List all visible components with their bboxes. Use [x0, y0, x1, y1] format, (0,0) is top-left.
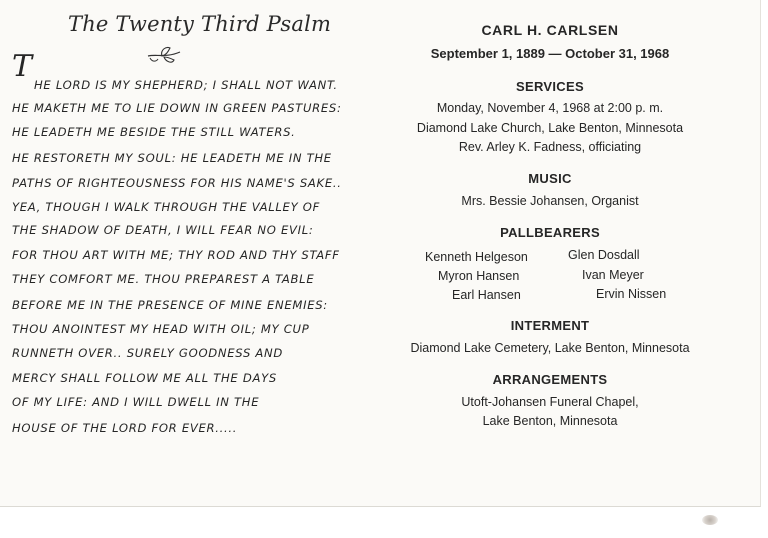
- psalm-drop-cap: T: [12, 49, 33, 84]
- pallbearer-name: Ervin Nissen: [596, 287, 667, 301]
- psalm-line: HOUSE OF THE LORD FOR EVER.....: [12, 421, 238, 435]
- psalm-line: THE SHADOW OF DEATH, I WILL FEAR NO EVIL:: [12, 223, 314, 237]
- life-dates: September 1, 1889 — October 31, 1968: [430, 46, 670, 61]
- psalm-line: HE LORD IS MY SHEPHERD; I SHALL NOT WANT.: [34, 78, 338, 92]
- interment-heading: INTERMENT: [510, 318, 590, 333]
- pallbearers-heading: PALLBEARERS: [500, 225, 600, 240]
- psalm-line: THEY COMFORT ME. THOU PREPAREST A TABLE: [12, 272, 315, 286]
- psalm-line: MERCY SHALL FOLLOW ME ALL THE DAYS: [12, 371, 277, 385]
- pallbearer-name: Earl Hansen: [452, 288, 521, 302]
- psalm-line: HE RESTORETH MY SOUL: HE LEADETH ME IN THE: [12, 151, 332, 165]
- psalm-line: PATHS OF RIGHTEOUSNESS FOR HIS NAME'S SAKE..: [12, 176, 342, 190]
- pallbearer-name: Glen Dosdall: [568, 248, 640, 262]
- services-officiant: Rev. Arley K. Fadness, officiating: [458, 140, 642, 154]
- arrangements-heading: ARRANGEMENTS: [492, 372, 608, 387]
- psalm-line: RUNNETH OVER.. SURELY GOODNESS AND: [12, 346, 284, 360]
- arrangements-chapel: Utoft-Johansen Funeral Chapel,: [461, 395, 639, 409]
- services-date-time: Monday, November 4, 1968 at 2:00 p. m.: [436, 101, 664, 115]
- services-heading: SERVICES: [516, 79, 584, 94]
- interment-location: Diamond Lake Cemetery, Lake Benton, Minnesota: [410, 341, 690, 355]
- services-location: Diamond Lake Church, Lake Benton, Minnesota: [416, 121, 684, 135]
- psalm-line: YEA, THOUGH I WALK THROUGH THE VALLEY OF: [12, 200, 320, 214]
- arrangements-city: Lake Benton, Minnesota: [482, 414, 618, 428]
- psalm-title: The Twenty Third Psalm: [68, 12, 332, 36]
- music-organist: Mrs. Bessie Johansen, Organist: [461, 194, 639, 208]
- pallbearer-name: Myron Hansen: [438, 269, 520, 283]
- deceased-name: CARL H. CARLSEN: [481, 22, 619, 38]
- leaf-ornament-icon: [146, 44, 182, 66]
- music-heading: MUSIC: [528, 171, 572, 186]
- pallbearer-name: Kenneth Helgeson: [425, 250, 528, 264]
- psalm-line: HE MAKETH ME TO LIE DOWN IN GREEN PASTURES:: [12, 101, 342, 115]
- psalm-line: OF MY LIFE: AND I WILL DWELL IN THE: [12, 395, 260, 409]
- psalm-line: THOU ANOINTEST MY HEAD WITH OIL; MY CUP: [12, 322, 310, 336]
- psalm-line: HE LEADETH ME BESIDE THE STILL WATERS.: [12, 125, 296, 139]
- psalm-line: FOR THOU ART WITH ME; THY ROD AND THY STAFF: [12, 248, 340, 262]
- pallbearer-name: Ivan Meyer: [582, 268, 644, 282]
- psalm-line: BEFORE ME IN THE PRESENCE OF MINE ENEMIES:: [12, 298, 328, 312]
- scan-smudge: [702, 515, 718, 525]
